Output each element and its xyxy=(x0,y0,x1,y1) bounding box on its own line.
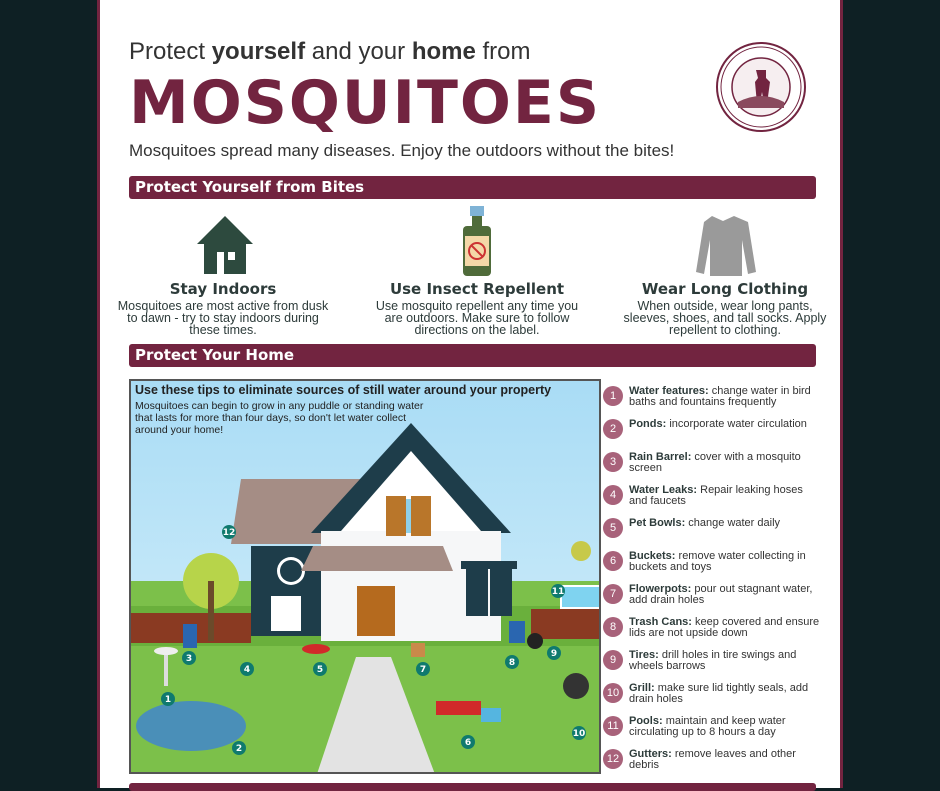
number-badge: 7 xyxy=(603,584,623,604)
svg-text:12: 12 xyxy=(222,528,236,538)
item-text xyxy=(629,419,807,430)
number-badge: 8 xyxy=(603,617,623,637)
item-text xyxy=(629,386,823,408)
map-marker-1 xyxy=(161,692,175,706)
item-description: change water daily xyxy=(688,517,781,529)
item-text xyxy=(629,716,823,738)
svg-text:10: 10 xyxy=(572,729,586,739)
yard-illustration xyxy=(129,379,601,774)
map-marker-2 xyxy=(232,741,246,755)
number-badge: 12 xyxy=(603,749,623,769)
list-item xyxy=(603,650,823,683)
number-badge: 9 xyxy=(603,650,623,670)
repellent-bottle-icon xyxy=(460,206,494,278)
tip-insect-repellent xyxy=(367,281,587,336)
number-badge: 4 xyxy=(603,485,623,505)
item-label: Rain Barrel: xyxy=(629,451,692,463)
svg-text:6: 6 xyxy=(464,738,472,748)
svg-text:1: 1 xyxy=(164,695,172,705)
item-text xyxy=(629,584,823,606)
item-description: pour out stagnant water, add drain holes xyxy=(629,583,813,606)
item-description: incorporate water circulation xyxy=(669,418,807,430)
list-item xyxy=(603,518,823,551)
svg-text:5: 5 xyxy=(316,665,324,675)
tip-stay-indoors xyxy=(113,281,333,336)
item-label: Trash Cans: xyxy=(629,616,692,628)
number-badge: 6 xyxy=(603,551,623,571)
map-marker-4 xyxy=(240,662,254,676)
item-text xyxy=(629,650,823,672)
item-text xyxy=(629,518,780,529)
map-marker-7 xyxy=(416,662,430,676)
svg-text:3: 3 xyxy=(185,654,193,664)
long-sleeve-shirt-icon xyxy=(688,214,758,276)
item-label: Buckets: xyxy=(629,550,676,562)
section-header-protect-home: Protect Your Home xyxy=(129,344,816,367)
footer-bar xyxy=(129,783,816,791)
list-item xyxy=(603,452,823,485)
tip-title: Use Insect Repellent xyxy=(389,280,565,298)
item-label: Tires: xyxy=(629,649,659,661)
svg-text:8: 8 xyxy=(508,658,516,668)
tip-long-clothing xyxy=(615,281,835,336)
list-item xyxy=(603,716,823,749)
item-description: make sure lid tightly seals, add drain holes xyxy=(629,682,809,705)
number-badge: 2 xyxy=(603,419,623,439)
svg-text:7: 7 xyxy=(419,665,427,675)
list-item xyxy=(603,683,823,716)
list-item xyxy=(603,485,823,518)
tip-text: Mosquitoes are most active from dusk to dawn - try to stay indoors during these times. xyxy=(117,299,329,337)
map-marker-6 xyxy=(461,735,475,749)
svg-text:11: 11 xyxy=(551,587,565,597)
map-marker-8 xyxy=(505,655,519,669)
item-description: keep covered and ensure lids are not upside down xyxy=(629,616,820,639)
number-badge: 5 xyxy=(603,518,623,538)
map-marker-9 xyxy=(547,646,561,660)
list-item xyxy=(603,386,823,419)
tip-text: When outside, wear long pants, sleeves, shoes, and tall socks. Apply repellent to clothing. xyxy=(623,299,827,337)
svg-text:9: 9 xyxy=(550,649,558,659)
number-badge: 3 xyxy=(603,452,623,472)
list-item xyxy=(603,617,823,650)
number-badge: 11 xyxy=(603,716,623,736)
illustration-heading: Use these tips to eliminate sources of still water around your property xyxy=(135,383,552,397)
town-seal-logo xyxy=(716,42,806,132)
item-label: Ponds: xyxy=(629,418,667,430)
list-item xyxy=(603,551,823,584)
item-label: Grill: xyxy=(629,682,655,694)
illustration-text xyxy=(135,383,595,436)
map-marker-3 xyxy=(182,651,196,665)
item-text xyxy=(629,485,823,507)
page-title: MOSQUITOES xyxy=(129,68,602,138)
number-badge: 10 xyxy=(603,683,623,703)
item-description: remove leaves and other debris xyxy=(629,748,796,771)
item-label: Pools: xyxy=(629,715,663,727)
svg-text:2: 2 xyxy=(235,744,243,754)
item-description: drill holes in tire swings and wheels barrows xyxy=(629,649,797,672)
svg-text:4: 4 xyxy=(243,665,251,675)
item-text xyxy=(629,683,823,705)
item-text xyxy=(629,551,823,573)
tip-text: Use mosquito repellent any time you are outdoors. Make sure to follow directions on the label. xyxy=(375,299,579,337)
tips-list xyxy=(603,386,823,782)
tagline: Mosquitoes spread many diseases. Enjoy the outdoors without the bites! xyxy=(129,141,675,160)
section-header-protect-yourself: Protect Yourself from Bites xyxy=(129,176,816,199)
subtitle: Protect yourself and your home from xyxy=(129,38,531,65)
item-description: remove water collecting in buckets and toys xyxy=(629,550,806,573)
number-badge: 1 xyxy=(603,386,623,406)
map-marker-5 xyxy=(313,662,327,676)
item-label: Pet Bowls: xyxy=(629,517,686,529)
item-label: Water features: xyxy=(629,385,709,397)
item-text xyxy=(629,749,823,771)
item-label: Gutters: xyxy=(629,748,672,760)
item-label: Flowerpots: xyxy=(629,583,692,595)
map-marker-11 xyxy=(551,584,565,598)
list-item xyxy=(603,749,823,782)
tip-title: Stay Indoors xyxy=(169,280,277,298)
list-item xyxy=(603,584,823,617)
item-label: Water Leaks: xyxy=(629,484,698,496)
house-icon xyxy=(195,214,255,276)
item-description: Repair leaking hoses and faucets xyxy=(629,484,803,507)
item-description: change water in bird baths and fountains frequently xyxy=(629,385,811,408)
item-text xyxy=(629,452,823,474)
house-yard-scene xyxy=(131,381,601,774)
map-marker-12 xyxy=(222,525,236,539)
item-description: maintain and keep water circulating up to 8 hours a day xyxy=(629,715,786,738)
flyer-page xyxy=(97,0,843,788)
list-item xyxy=(603,419,823,452)
map-marker-10 xyxy=(572,726,586,740)
item-text xyxy=(629,617,823,639)
illustration-description: Mosquitoes can begin to grow in any puddle or standing water that lasts for more than four days, so don't let water collect around your home! xyxy=(135,400,424,436)
tip-title: Wear Long Clothing xyxy=(641,280,809,298)
item-description: cover with a mosquito screen xyxy=(629,451,801,474)
